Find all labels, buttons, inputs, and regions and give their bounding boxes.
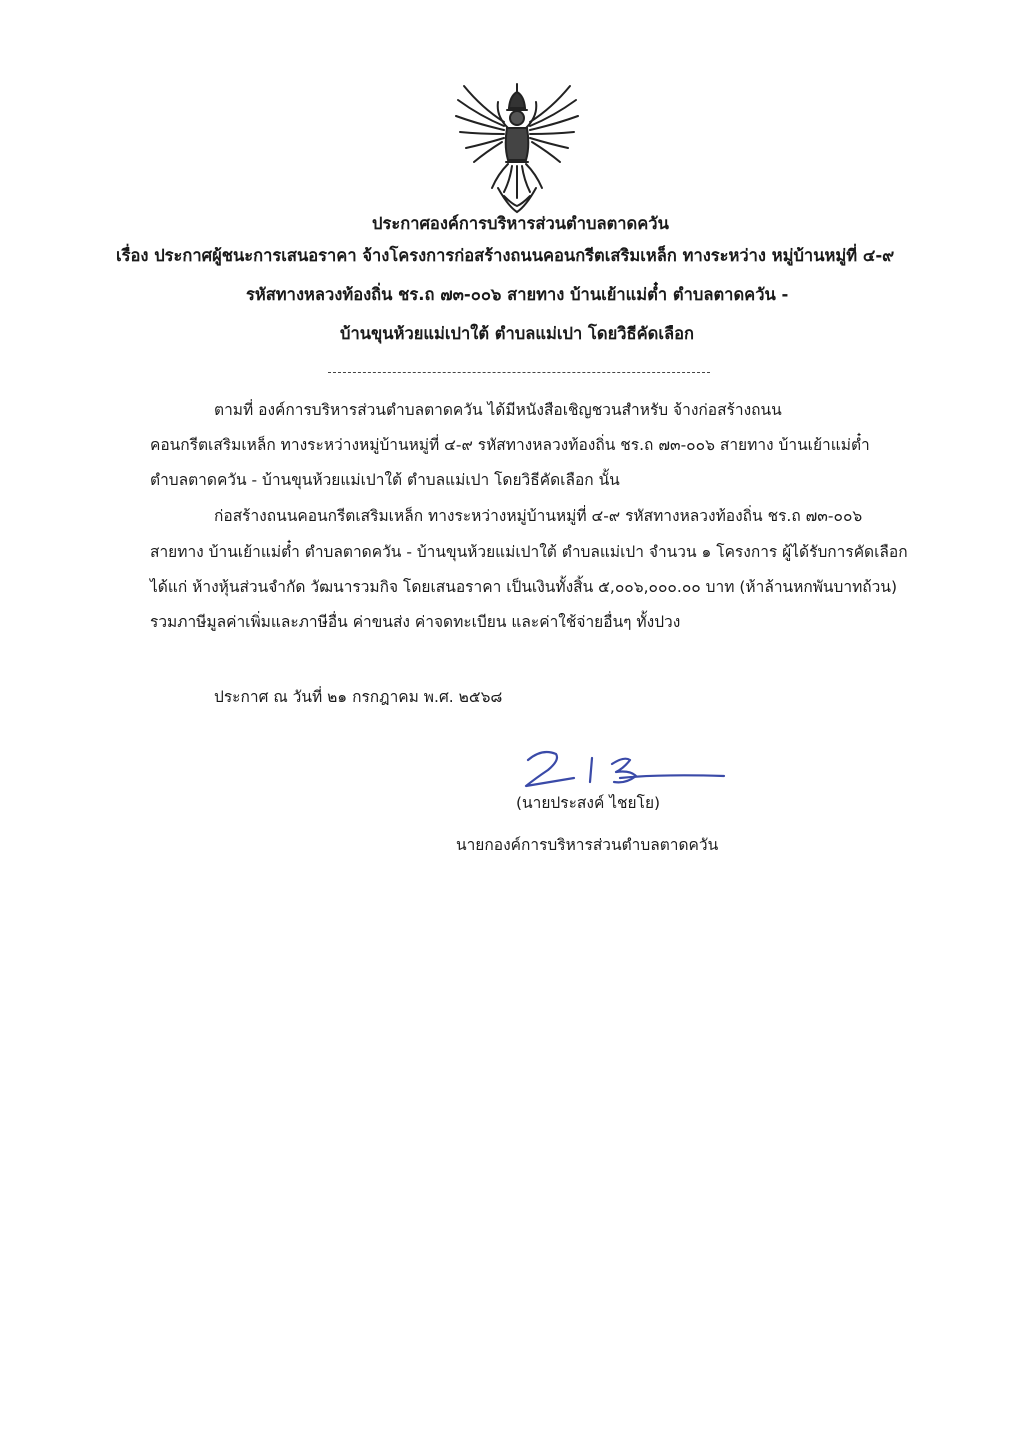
paragraph-2-line-1: ก่อสร้างถนนคอนกรีตเสริมเหล็ก ทางระหว่างหมู่บ้านหมู่ที่ ๔-๙ รหัสทางหลวงท้องถิ่น ชร.ถ ๗๓-๐๐๖ bbox=[214, 507, 863, 525]
signature bbox=[520, 738, 730, 800]
title-line-4: บ้านขุนห้วยแม่เปาใต้ ตำบลแม่เปา โดยวิธีคัดเลือก bbox=[340, 324, 694, 343]
paragraph-2-line-2: สายทาง บ้านเย้าแม่ต๋ำ ตำบลตาดควัน - บ้านขุนห้วยแม่เปาใต้ ตำบลแม่เปา จำนวน ๑ โครงการ ผู้ได้รับการคัดเลือก bbox=[150, 543, 908, 561]
paragraph-1-line-2: คอนกรีตเสริมเหล็ก ทางระหว่างหมู่บ้านหมู่ที่ ๔-๙ รหัสทางหลวงท้องถิ่น ชร.ถ ๗๓-๐๐๖ สายทาง บ้านเย้าแม่ต๋ำ bbox=[150, 436, 870, 454]
signer-name: (นายประสงค์ ไชยโย) bbox=[516, 794, 661, 812]
title-line-3: รหัสทางหลวงท้องถิ่น ชร.ถ ๗๓-๐๐๖ สายทาง บ้านเย้าแม่ต๋ำ ตำบลตาดควัน - bbox=[246, 285, 789, 304]
divider bbox=[328, 372, 710, 373]
garuda-emblem-icon bbox=[452, 78, 582, 216]
paragraph-1-line-3: ตำบลตาดควัน - บ้านขุนห้วยแม่เปาใต้ ตำบลแม่เปา โดยวิธีคัดเลือก นั้น bbox=[150, 471, 620, 489]
announcement-date: ประกาศ ณ วันที่ ๒๑ กรกฎาคม พ.ศ. ๒๕๖๘ bbox=[214, 688, 503, 706]
title-line-2: เรื่อง ประกาศผู้ชนะการเสนอราคา จ้างโครงการก่อสร้างถนนคอนกรีตเสริมเหล็ก ทางระหว่าง หมู่บ้านหมู่ที่ ๔-๙ bbox=[116, 246, 895, 265]
paragraph-2-line-4: รวมภาษีมูลค่าเพิ่มและภาษีอื่น ค่าขนส่ง ค่าจดทะเบียน และค่าใช้จ่ายอื่นๆ ทั้งปวง bbox=[150, 613, 681, 631]
signer-title: นายกองค์การบริหารส่วนตำบลตาดควัน bbox=[456, 836, 719, 854]
paragraph-1-line-1: ตามที่ องค์การบริหารส่วนตำบลตาดควัน ได้มีหนังสือเชิญชวนสำหรับ จ้างก่อสร้างถนน bbox=[214, 401, 782, 419]
title-line-1: ประกาศองค์การบริหารส่วนตำบลตาดควัน bbox=[372, 214, 669, 233]
paragraph-2-line-3: ได้แก่ ห้างหุ้นส่วนจำกัด วัฒนารวมกิจ โดยเสนอราคา เป็นเงินทั้งสิ้น ๕,๐๐๖,๐๐๐.๐๐ บาท (ห้าล้านหกพันบาทถ้วน) bbox=[150, 578, 898, 596]
